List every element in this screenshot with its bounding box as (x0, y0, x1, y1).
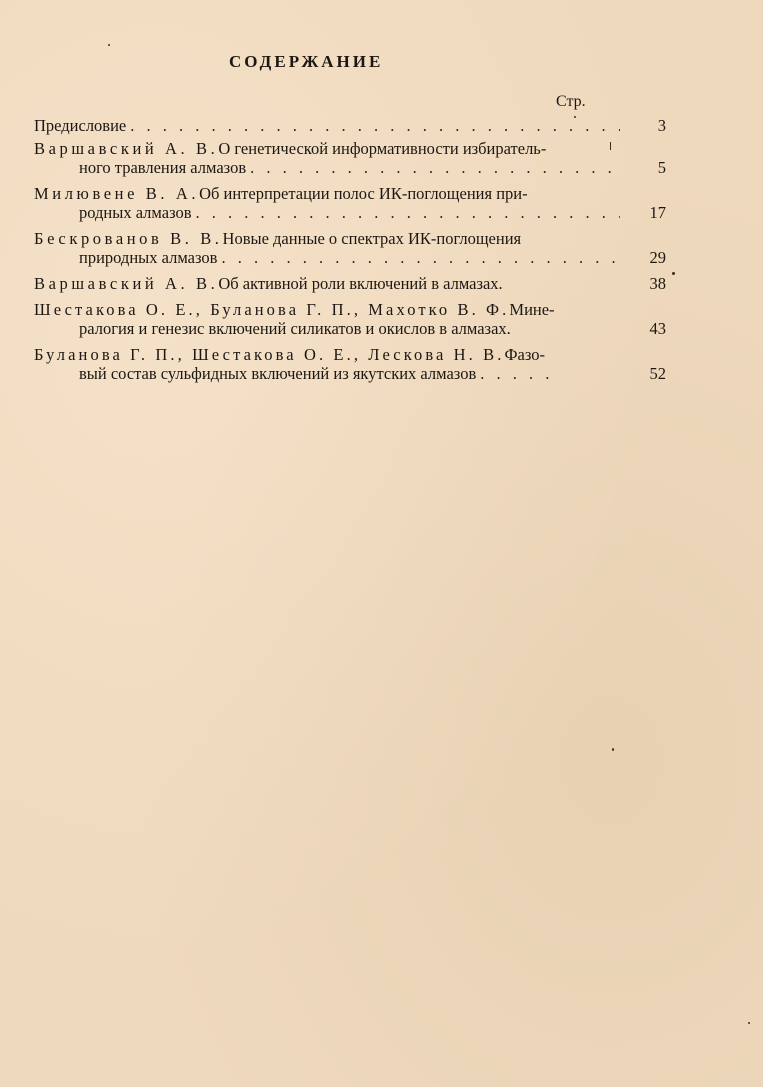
toc-entry-page: 43 (649, 319, 666, 338)
toc-entry-bulanova-sulfides[interactable] (34, 345, 666, 383)
toc-entry-title: Об активной роли включений в алмазах. (218, 274, 503, 293)
paper-speck (612, 748, 614, 751)
toc-entry-beskrovanov-spectra[interactable] (34, 229, 666, 267)
toc-entry-page: 29 (649, 248, 666, 267)
toc-entry-author: Варшавский А. В. (34, 139, 219, 158)
toc-entry-preface[interactable] (34, 116, 666, 135)
toc-entry-author: Шестакова О. Е., Буланова Г. П., Махотко В. Ф. (34, 300, 510, 319)
page-title: СОДЕРЖАНИЕ (229, 52, 384, 71)
toc-entry-varshavsky-inclusions[interactable] (34, 274, 666, 293)
pages-column-header: Стр. (556, 93, 586, 110)
toc-entry-page: 17 (649, 203, 666, 222)
toc-entry-page: 52 (649, 364, 666, 383)
toc-entry-milyuvene-ir[interactable] (34, 184, 666, 222)
toc-entry-title-cont: природных алмазов (79, 248, 218, 267)
toc-entry-shestakova-mineralogy[interactable] (34, 300, 666, 338)
paper-speck (610, 142, 611, 150)
dot-leader (130, 116, 620, 135)
dot-leader (196, 203, 620, 222)
toc-entry-title-cont: ного травления алмазов (79, 158, 247, 177)
paper-speck (748, 1022, 750, 1024)
toc-entry-page: 3 (657, 116, 666, 135)
toc-entry-title-cont: ралогия и генезис включений силикатов и окислов в алмазах. (79, 319, 511, 338)
toc-entry-author: Бескрованов В. В. (34, 229, 223, 248)
paper-speck (108, 44, 110, 46)
paper-speck (672, 272, 675, 275)
toc-entry-page: 5 (657, 158, 666, 177)
toc-entry-title: Мине- (509, 300, 555, 319)
paper-speck (574, 116, 576, 118)
toc-entry-varshavsky-etching[interactable] (34, 139, 666, 177)
dot-leader (480, 364, 550, 383)
toc-entry-title: О генетической информативности избиратель- (218, 139, 547, 158)
toc-entry-title-cont: родных алмазов (79, 203, 192, 222)
dot-leader (221, 248, 620, 267)
table-of-contents (34, 116, 666, 384)
toc-entry-title-cont: вый состав сульфидных включений из якутских алмазов (79, 364, 477, 383)
toc-entry-title: Предисловие (34, 116, 127, 135)
toc-entry-page: 38 (649, 274, 666, 293)
dot-leader (250, 158, 620, 177)
toc-entry-title: Фазо- (504, 345, 545, 364)
toc-entry-author: Буланова Г. П., Шестакова О. Е., Лескова Н. В. (34, 345, 505, 364)
toc-entry-title: Новые данные о спектрах ИК-поглощения (222, 229, 522, 248)
toc-entry-author: Варшавский А. В. (34, 274, 219, 293)
toc-entry-author: Милювене В. А. (34, 184, 200, 203)
toc-entry-title: Об интерпретации полос ИК-поглощения при- (199, 184, 528, 203)
